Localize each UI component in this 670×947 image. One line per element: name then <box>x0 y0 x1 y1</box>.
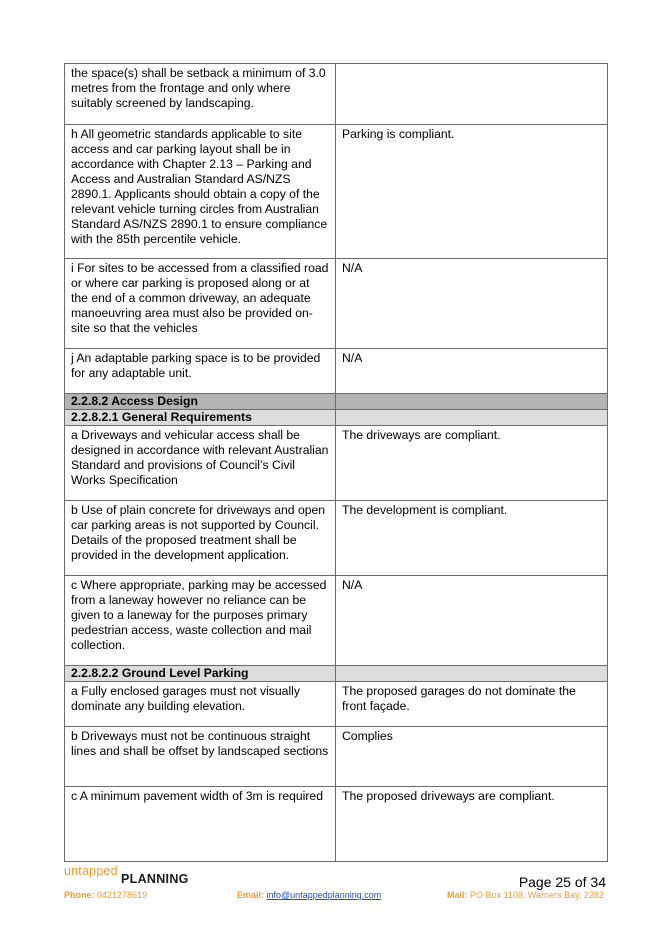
response-cell: N/A <box>336 259 608 349</box>
table-row <box>65 125 608 259</box>
logo-untapped-text: untapped <box>64 864 118 878</box>
heading-cell: 2.2.8.2.1 General Requirements <box>65 410 336 426</box>
table-row <box>65 501 608 576</box>
subsection-heading-row <box>65 410 608 426</box>
phone-value: 0421278619 <box>97 890 148 900</box>
control-cell: i For sites to be accessed from a classified road or where car parking is proposed along or at the end of a common driveway, an adequate manoeuvring area must also be provided on-site so that the vehicles <box>65 259 336 349</box>
table-row <box>65 349 608 394</box>
heading-cell: 2.2.8.2 Access Design <box>65 394 336 410</box>
response-cell: N/A <box>336 349 608 394</box>
table-row <box>65 682 608 727</box>
heading-cell: 2.2.8.2.2 Ground Level Parking <box>65 666 336 682</box>
table-row <box>65 259 608 349</box>
mail-label: Mail: <box>447 890 468 900</box>
table-row <box>65 426 608 501</box>
response-cell: N/A <box>336 576 608 666</box>
control-cell: c A minimum pavement width of 3m is required <box>65 787 336 862</box>
heading-blank-cell <box>336 394 608 410</box>
subsection-heading-row <box>65 666 608 682</box>
response-cell: The proposed driveways are compliant. <box>336 787 608 862</box>
footer-mail <box>447 890 604 901</box>
page-number: Page 25 of 34 <box>518 874 606 890</box>
control-cell: a Driveways and vehicular access shall be designed in accordance with relevant Australian Standard and provisions of Council’s Civil Works Specification <box>65 426 336 501</box>
email-label: Email: <box>237 890 265 900</box>
control-cell: b Use of plain concrete for driveways and open car parking areas is not supported by Council. Details of the proposed treatment shall be provided in the development application. <box>65 501 336 576</box>
table-row <box>65 576 608 666</box>
control-cell: j An adaptable parking space is to be provided for any adaptable unit. <box>65 349 336 394</box>
response-cell: Parking is compliant. <box>336 125 608 259</box>
email-link[interactable]: info@untappedplanning.com <box>266 890 382 900</box>
response-cell: The driveways are compliant. <box>336 426 608 501</box>
footer-phone <box>64 890 147 901</box>
phone-label: Phone: <box>64 890 95 900</box>
control-cell: a Fully enclosed garages must not visually dominate any building elevation. <box>65 682 336 727</box>
heading-blank-cell <box>336 410 608 426</box>
response-cell: Complies <box>336 727 608 787</box>
control-cell: b Driveways must not be continuous straight lines and shall be offset by landscaped sections <box>65 727 336 787</box>
table-row <box>65 64 608 125</box>
logo-planning-text: PLANNING <box>121 872 189 886</box>
control-cell: the space(s) shall be setback a minimum of 3.0 metres from the frontage and only where suitably screened by landscaping. <box>65 64 336 125</box>
heading-blank-cell <box>336 666 608 682</box>
control-cell: h All geometric standards applicable to site access and car parking layout shall be in accordance with Chapter 2.13 – Parking and Access and Australian Standard AS/NZS 2890.1. Applicants should obtain a copy of the relevant vehicle turning circles from Australian Standard AS/NZS 2890.1 to ensure compliance with the 85th percentile vehicle. <box>65 125 336 259</box>
table-row <box>65 787 608 862</box>
table-row <box>65 727 608 787</box>
mail-value: PO Box 1108, Warners Bay, 2282 <box>470 890 604 900</box>
untapped-planning-logo <box>64 864 189 888</box>
response-cell: The proposed garages do not dominate the front façade. <box>336 682 608 727</box>
compliance-table-body <box>65 64 608 862</box>
footer-email <box>237 890 381 901</box>
compliance-table <box>64 63 608 862</box>
control-cell: c Where appropriate, parking may be accessed from a laneway however no reliance can be given to a laneway for the purposes primary pedestrian access, waste collection and mail collection. <box>65 576 336 666</box>
response-cell: The development is compliant. <box>336 501 608 576</box>
section-heading-row <box>65 394 608 410</box>
response-cell <box>336 64 608 125</box>
